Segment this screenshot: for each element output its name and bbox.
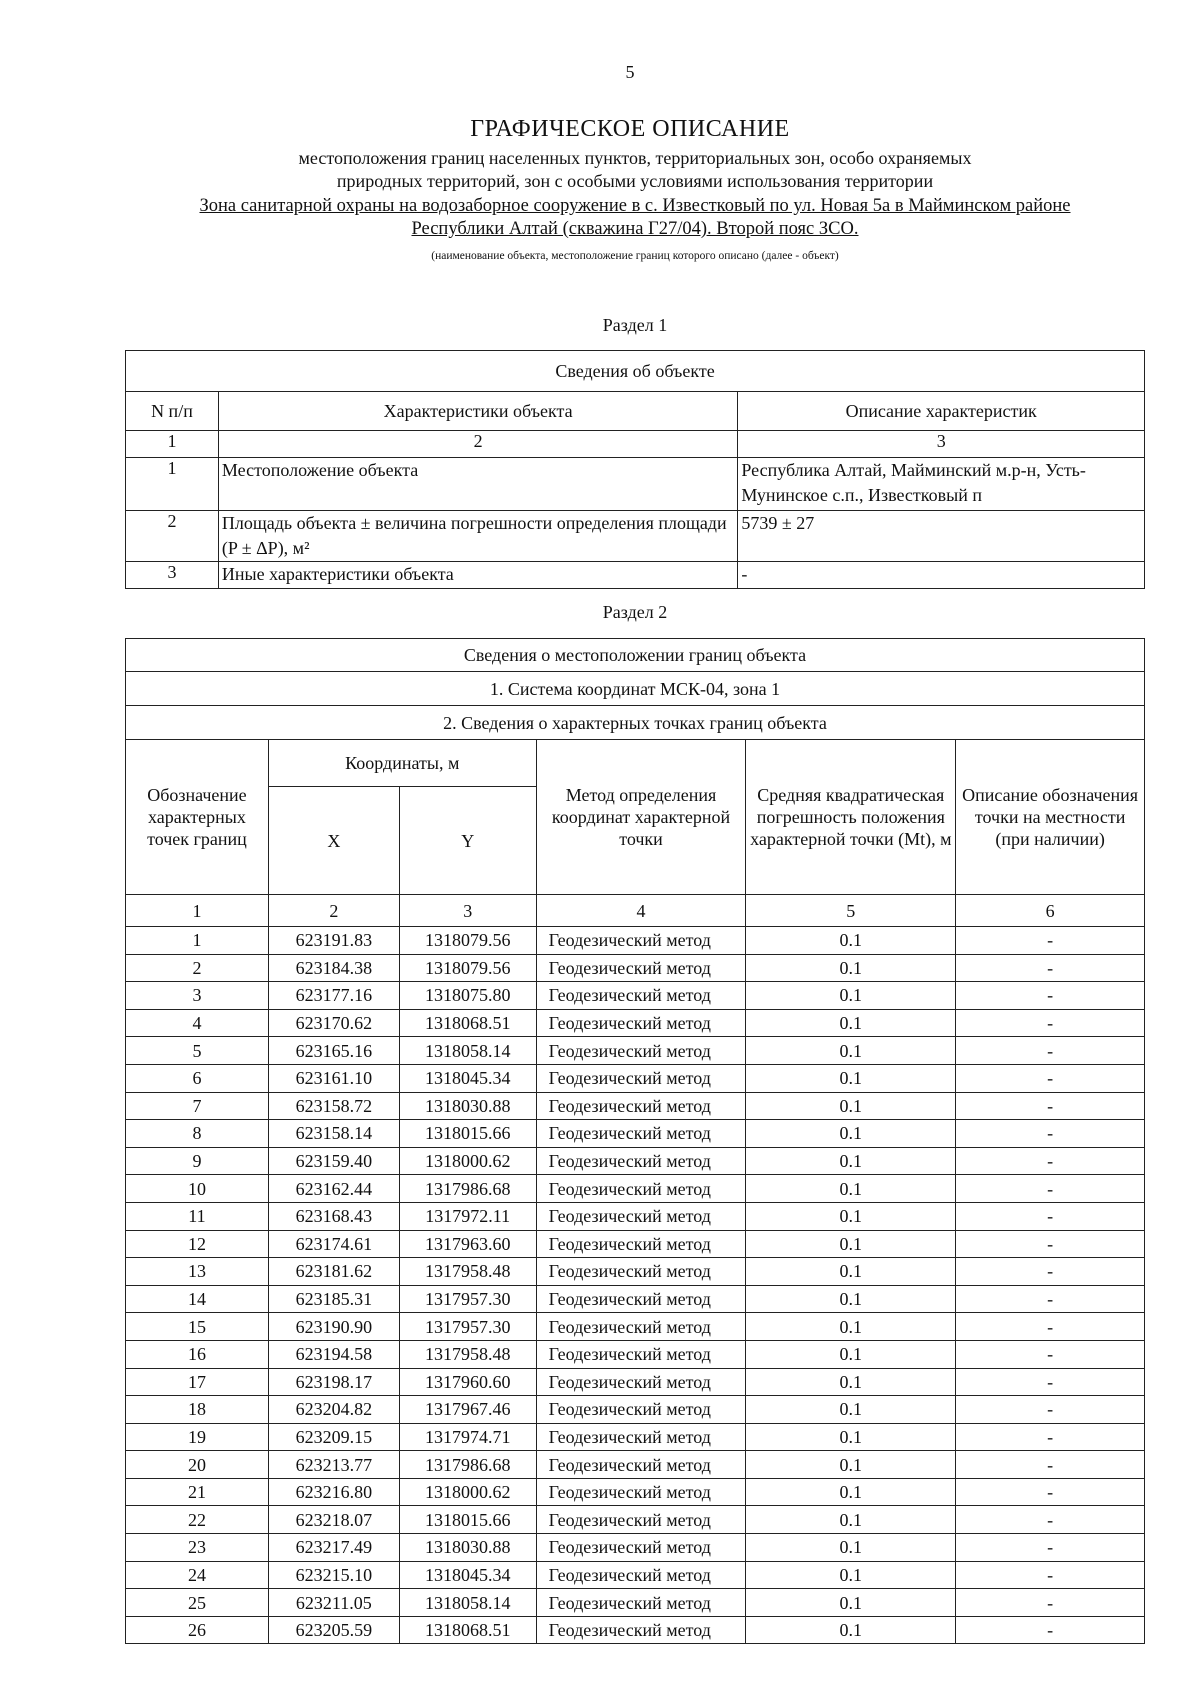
x-coordinate: 623204.82 — [268, 1396, 399, 1424]
point-description: - — [956, 1478, 1145, 1506]
table-row — [126, 927, 1145, 955]
table-row — [126, 1175, 1145, 1203]
point-description: - — [956, 1506, 1145, 1534]
y-coordinate: 1317958.48 — [399, 1258, 536, 1286]
point-number: 18 — [126, 1396, 269, 1424]
x-coordinate: 623211.05 — [268, 1589, 399, 1617]
point-number: 15 — [126, 1313, 269, 1341]
table-row — [126, 1313, 1145, 1341]
point-number: 12 — [126, 1230, 269, 1258]
point-number: 2 — [126, 954, 269, 982]
point-description: - — [956, 1147, 1145, 1175]
header-cell: X — [268, 787, 399, 895]
point-description: - — [956, 1285, 1145, 1313]
x-coordinate: 623159.40 — [268, 1147, 399, 1175]
characteristic-cell: Площадь объекта ± величина погрешности определения площади (P ± ΔP), м² — [218, 511, 737, 562]
method-cell: Геодезический метод — [536, 1368, 746, 1396]
section2-label: Раздел 2 — [602, 602, 668, 622]
header-cell: Y — [399, 787, 536, 895]
error-cell: 0.1 — [746, 1009, 956, 1037]
header-cell: Описание обозначения точки на местности (при наличии) — [956, 740, 1145, 895]
error-cell: 0.1 — [746, 1258, 956, 1286]
table-row — [126, 1120, 1145, 1148]
error-cell: 0.1 — [746, 1561, 956, 1589]
characteristic-cell: Местоположение объекта — [218, 458, 737, 511]
column-number: 1 — [126, 895, 269, 927]
point-description: - — [956, 1534, 1145, 1562]
point-description: - — [956, 1396, 1145, 1424]
table-row — [126, 1368, 1145, 1396]
point-description: - — [956, 1202, 1145, 1230]
point-description: - — [956, 1064, 1145, 1092]
point-number: 10 — [126, 1175, 269, 1203]
header-cell: N п/п — [126, 392, 219, 431]
error-cell: 0.1 — [746, 1147, 956, 1175]
header-cell: Обозначение характерных точек границ — [126, 740, 269, 895]
method-cell: Геодезический метод — [536, 1340, 746, 1368]
column-number: 3 — [399, 895, 536, 927]
method-cell: Геодезический метод — [536, 1396, 746, 1424]
column-number: 1 — [126, 431, 219, 458]
x-coordinate: 623165.16 — [268, 1037, 399, 1065]
x-coordinate: 623177.16 — [268, 982, 399, 1010]
table-row — [126, 954, 1145, 982]
error-cell: 0.1 — [746, 1368, 956, 1396]
method-cell: Геодезический метод — [536, 1064, 746, 1092]
y-coordinate: 1318058.14 — [399, 1037, 536, 1065]
y-coordinate: 1317967.46 — [399, 1396, 536, 1424]
error-cell: 0.1 — [746, 1616, 956, 1644]
error-cell: 0.1 — [746, 1478, 956, 1506]
y-coordinate: 1318000.62 — [399, 1147, 536, 1175]
y-coordinate: 1317960.60 — [399, 1368, 536, 1396]
point-number: 22 — [126, 1506, 269, 1534]
description-cell: - — [738, 562, 1145, 589]
x-coordinate: 623217.49 — [268, 1534, 399, 1562]
characteristic-cell: Иные характеристики объекта — [218, 562, 737, 589]
error-cell: 0.1 — [746, 982, 956, 1010]
point-description: - — [956, 954, 1145, 982]
method-cell: Геодезический метод — [536, 1009, 746, 1037]
point-description: - — [956, 927, 1145, 955]
table-row — [126, 511, 1145, 562]
table-row — [126, 458, 1145, 511]
header-cell: Средняя квадратическая погрешность положения характерной точки (Mt), м — [746, 740, 956, 895]
point-number: 23 — [126, 1534, 269, 1562]
method-cell: Геодезический метод — [536, 927, 746, 955]
error-cell: 0.1 — [746, 1340, 956, 1368]
table-row — [126, 1534, 1145, 1562]
error-cell: 0.1 — [746, 1285, 956, 1313]
table-row — [126, 1478, 1145, 1506]
method-cell: Геодезический метод — [536, 1175, 746, 1203]
y-coordinate: 1317986.68 — [399, 1175, 536, 1203]
x-coordinate: 623218.07 — [268, 1506, 399, 1534]
method-cell: Геодезический метод — [536, 1616, 746, 1644]
table-row — [126, 1092, 1145, 1120]
x-coordinate: 623198.17 — [268, 1368, 399, 1396]
point-description: - — [956, 1561, 1145, 1589]
method-cell: Геодезический метод — [536, 1037, 746, 1065]
point-number: 25 — [126, 1589, 269, 1617]
point-number: 6 — [126, 1064, 269, 1092]
column-number: 2 — [268, 895, 399, 927]
error-cell: 0.1 — [746, 1230, 956, 1258]
point-number: 13 — [126, 1258, 269, 1286]
x-coordinate: 623213.77 — [268, 1451, 399, 1479]
method-cell: Геодезический метод — [536, 1147, 746, 1175]
object-name-line: Республики Алтай (скважина Г27/04). Второй пояс ЗСО. — [411, 219, 859, 239]
point-number: 24 — [126, 1561, 269, 1589]
section1-label: Раздел 1 — [602, 315, 668, 335]
point-number: 19 — [126, 1423, 269, 1451]
table-row — [126, 1009, 1145, 1037]
point-description: - — [956, 1230, 1145, 1258]
y-coordinate: 1318045.34 — [399, 1561, 536, 1589]
table-row — [126, 1616, 1145, 1644]
y-coordinate: 1317957.30 — [399, 1285, 536, 1313]
error-cell: 0.1 — [746, 927, 956, 955]
point-description: - — [956, 982, 1145, 1010]
column-number: 6 — [956, 895, 1145, 927]
document-title: ГРАФИЧЕСКОЕ ОПИСАНИЕ — [470, 116, 790, 142]
point-description: - — [956, 1175, 1145, 1203]
point-number: 20 — [126, 1451, 269, 1479]
error-cell: 0.1 — [746, 1506, 956, 1534]
point-description: - — [956, 1368, 1145, 1396]
table-row — [126, 1230, 1145, 1258]
column-number: 4 — [536, 895, 746, 927]
point-number: 21 — [126, 1478, 269, 1506]
method-cell: Геодезический метод — [536, 1120, 746, 1148]
object-name — [0, 195, 1200, 241]
error-cell: 0.1 — [746, 1423, 956, 1451]
point-number: 7 — [126, 1092, 269, 1120]
y-coordinate: 1317986.68 — [399, 1451, 536, 1479]
point-number: 3 — [126, 982, 269, 1010]
x-coordinate: 623181.62 — [268, 1258, 399, 1286]
header-cell: Метод определения координат характерной точки — [536, 740, 746, 895]
table-row — [126, 1589, 1145, 1617]
document-subtitle — [0, 147, 1200, 193]
point-number: 11 — [126, 1202, 269, 1230]
y-coordinate: 1318015.66 — [399, 1506, 536, 1534]
point-description: - — [956, 1423, 1145, 1451]
method-cell: Геодезический метод — [536, 1202, 746, 1230]
error-cell: 0.1 — [746, 1092, 956, 1120]
y-coordinate: 1318030.88 — [399, 1092, 536, 1120]
y-coordinate: 1317958.48 — [399, 1340, 536, 1368]
x-coordinate: 623205.59 — [268, 1616, 399, 1644]
y-coordinate: 1318000.62 — [399, 1478, 536, 1506]
point-description: - — [956, 1340, 1145, 1368]
x-coordinate: 623190.90 — [268, 1313, 399, 1341]
method-cell: Геодезический метод — [536, 982, 746, 1010]
table-row — [126, 1451, 1145, 1479]
y-coordinate: 1317972.11 — [399, 1202, 536, 1230]
row-number: 2 — [126, 511, 219, 562]
table-row — [126, 1423, 1145, 1451]
x-coordinate: 623215.10 — [268, 1561, 399, 1589]
method-cell: Геодезический метод — [536, 1561, 746, 1589]
error-cell: 0.1 — [746, 1120, 956, 1148]
y-coordinate: 1317957.30 — [399, 1313, 536, 1341]
method-cell: Геодезический метод — [536, 1478, 746, 1506]
column-number: 5 — [746, 895, 956, 927]
table-row — [126, 1285, 1145, 1313]
x-coordinate: 623161.10 — [268, 1064, 399, 1092]
y-coordinate: 1318075.80 — [399, 982, 536, 1010]
table-row — [126, 1506, 1145, 1534]
method-cell: Геодезический метод — [536, 1506, 746, 1534]
table-row — [126, 1064, 1145, 1092]
table-row — [126, 1340, 1145, 1368]
x-coordinate: 623170.62 — [268, 1009, 399, 1037]
object-info-title: Сведения об объекте — [126, 351, 1145, 392]
method-cell: Геодезический метод — [536, 1230, 746, 1258]
point-number: 8 — [126, 1120, 269, 1148]
y-coordinate: 1318068.51 — [399, 1009, 536, 1037]
row-number: 1 — [126, 458, 219, 511]
method-cell: Геодезический метод — [536, 1423, 746, 1451]
error-cell: 0.1 — [746, 954, 956, 982]
object-info-table — [125, 350, 1145, 589]
method-cell: Геодезический метод — [536, 1589, 746, 1617]
table-row — [126, 1561, 1145, 1589]
x-coordinate: 623168.43 — [268, 1202, 399, 1230]
point-number: 1 — [126, 927, 269, 955]
row-number: 3 — [126, 562, 219, 589]
error-cell: 0.1 — [746, 1064, 956, 1092]
x-coordinate: 623184.38 — [268, 954, 399, 982]
x-coordinate: 623174.61 — [268, 1230, 399, 1258]
boundary-table-title: Сведения о местоположении границ объекта — [126, 639, 1145, 672]
table-row — [126, 982, 1145, 1010]
table-row — [126, 1396, 1145, 1424]
method-cell: Геодезический метод — [536, 1285, 746, 1313]
subtitle-line: природных территорий, зон с особыми условиями использования территории — [336, 171, 934, 191]
table-row — [126, 1037, 1145, 1065]
table-row — [126, 1202, 1145, 1230]
point-number: 9 — [126, 1147, 269, 1175]
y-coordinate: 1318045.34 — [399, 1064, 536, 1092]
error-cell: 0.1 — [746, 1451, 956, 1479]
point-description: - — [956, 1616, 1145, 1644]
x-coordinate: 623194.58 — [268, 1340, 399, 1368]
method-cell: Геодезический метод — [536, 1534, 746, 1562]
page-number: 5 — [625, 62, 635, 82]
method-cell: Геодезический метод — [536, 954, 746, 982]
x-coordinate: 623191.83 — [268, 927, 399, 955]
error-cell: 0.1 — [746, 1313, 956, 1341]
y-coordinate: 1318015.66 — [399, 1120, 536, 1148]
x-coordinate: 623158.72 — [268, 1092, 399, 1120]
error-cell: 0.1 — [746, 1589, 956, 1617]
point-number: 5 — [126, 1037, 269, 1065]
point-number: 14 — [126, 1285, 269, 1313]
point-number: 4 — [126, 1009, 269, 1037]
x-coordinate: 623162.44 — [268, 1175, 399, 1203]
y-coordinate: 1318079.56 — [399, 927, 536, 955]
method-cell: Геодезический метод — [536, 1451, 746, 1479]
point-number: 26 — [126, 1616, 269, 1644]
error-cell: 0.1 — [746, 1534, 956, 1562]
y-coordinate: 1318079.56 — [399, 954, 536, 982]
point-description: - — [956, 1313, 1145, 1341]
table-row — [126, 562, 1145, 589]
point-description: - — [956, 1120, 1145, 1148]
point-description: - — [956, 1037, 1145, 1065]
object-caption: (наименование объекта, местоположение границ которого описано (далее - объект) — [431, 250, 839, 262]
column-number: 2 — [218, 431, 737, 458]
error-cell: 0.1 — [746, 1396, 956, 1424]
point-number: 17 — [126, 1368, 269, 1396]
y-coordinate: 1318030.88 — [399, 1534, 536, 1562]
point-description: - — [956, 1451, 1145, 1479]
subtitle-line: местоположения границ населенных пунктов, территориальных зон, особо охраняемых — [298, 148, 972, 168]
header-cell: Координаты, м — [268, 740, 536, 787]
boundary-points-table — [125, 638, 1145, 1644]
description-cell: Республика Алтай, Майминский м.р-н, Усть-Мунинское с.п., Известковый п — [738, 458, 1145, 511]
point-description: - — [956, 1258, 1145, 1286]
error-cell: 0.1 — [746, 1175, 956, 1203]
point-description: - — [956, 1589, 1145, 1617]
y-coordinate: 1317974.71 — [399, 1423, 536, 1451]
point-number: 16 — [126, 1340, 269, 1368]
y-coordinate: 1317963.60 — [399, 1230, 536, 1258]
column-number: 3 — [738, 431, 1145, 458]
table-row — [126, 1258, 1145, 1286]
points-title: 2. Сведения о характерных точках границ объекта — [126, 706, 1145, 740]
header-cell: Описание характеристик — [738, 392, 1145, 431]
x-coordinate: 623216.80 — [268, 1478, 399, 1506]
table-row — [126, 1147, 1145, 1175]
header-cell: Характеристики объекта — [218, 392, 737, 431]
object-name-line: Зона санитарной охраны на водозаборное сооружение в с. Известковый по ул. Новая 5а в Майминском районе — [199, 196, 1071, 216]
point-description: - — [956, 1009, 1145, 1037]
point-description: - — [956, 1092, 1145, 1120]
y-coordinate: 1318068.51 — [399, 1616, 536, 1644]
method-cell: Геодезический метод — [536, 1258, 746, 1286]
method-cell: Геодезический метод — [536, 1313, 746, 1341]
coordinate-system: 1. Система координат МСК-04, зона 1 — [126, 672, 1145, 706]
description-cell: 5739 ± 27 — [738, 511, 1145, 562]
x-coordinate: 623185.31 — [268, 1285, 399, 1313]
x-coordinate: 623158.14 — [268, 1120, 399, 1148]
y-coordinate: 1318058.14 — [399, 1589, 536, 1617]
error-cell: 0.1 — [746, 1202, 956, 1230]
error-cell: 0.1 — [746, 1037, 956, 1065]
x-coordinate: 623209.15 — [268, 1423, 399, 1451]
method-cell: Геодезический метод — [536, 1092, 746, 1120]
